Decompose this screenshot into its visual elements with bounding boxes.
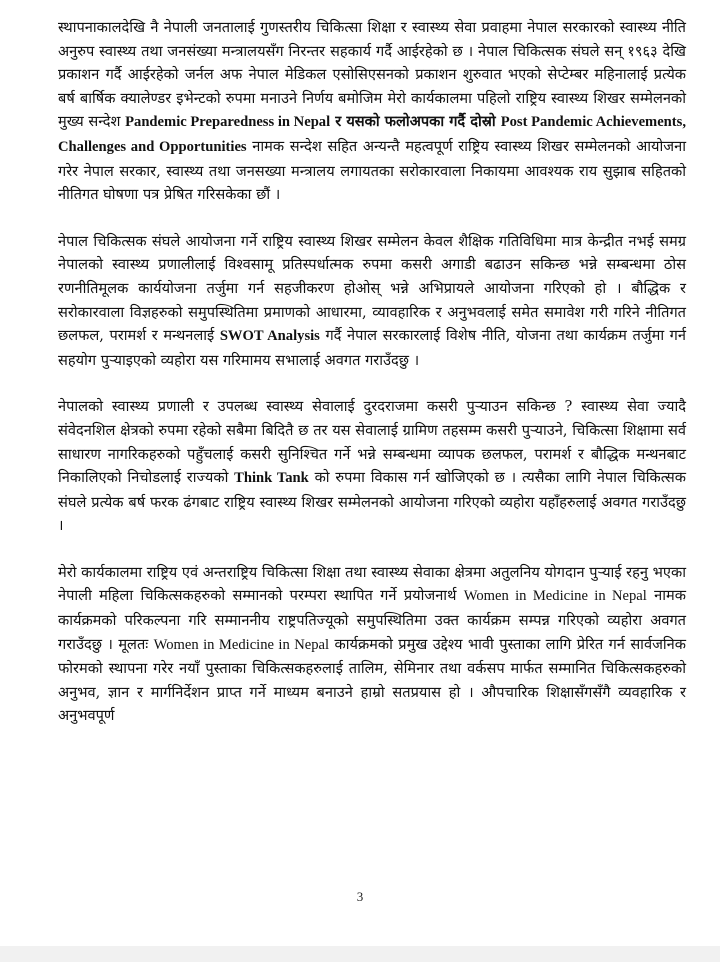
paragraph-4-text-1: मेरो कार्यकालमा राष्ट्रिय एवं अन्तराष्ट्रिय चिकित्सा शिक्षा तथा स्वास्थ्य सेवाका क्षेत्रमा अतुलनिय योगदान पुऱ्याई रहनु भएका नेपाली महिला चिकित्सकहरुको सम्मानको परम्परा स्थापित गर्ने प्रयोजनार्थ	[58, 563, 686, 605]
paragraph-4	[58, 561, 686, 728]
page-number: 3	[356, 889, 364, 904]
paragraph-2-text-1: नेपाल चिकित्सक संघले आयोजना गर्ने राष्ट्रिय स्वास्थ्य शिखर सम्मेलन केवल शैक्षिक गतिविधिमा मात्र केन्द्रीत नभई समग्र नेपालको स्वास्थ्य प्रणालीलाई विश्वसामू प्रतिस्पर्धात्मक रुपमा कसरी अगाडी बढाउन सकिन्छ भन्ने सम्बन्धमा ठोस रणनीतिमूलक कार्ययोजना तर्जुमा गर्न सहजीकरण होओस् भन्ने अभिप्रायले आयोजना गरिएको हो । बौद्धिक र सरोकारवाला विज्ञहरुको समुपस्थितिमा प्रमाणको आधारमा, व्यावहारिक र अनुभवलाई समेत समावेश गरी गरिने नीतिगत छलफल, परामर्श र मन्थनलाई	[58, 232, 686, 345]
followup-phrase: र यसको फलोअपका गर्दै दोस्रो	[330, 113, 501, 131]
paragraph-4-text-3: कार्यक्रमको प्रमुख उद्देश्य भावी पुस्ताका लागि प्रेरित गर्न सार्वजनिक फोरमको स्थापना गरेर नयाँ पुस्ताका चिकित्सकहरुलाई तालिम, सेमिनार तथा वर्कसप मार्फत सम्मानित चिकित्सकहरुको अनुभव, ज्ञान र मार्गनिर्देशन प्राप्त गर्ने माध्यम बनाउने हाम्रो सतप्रयास हो । औपचारिक शिक्षासँगसँगै व्यवहारिक र अनुभवपूर्ण	[58, 635, 686, 725]
women-in-medicine-phrase-1: Women in Medicine in Nepal	[463, 588, 647, 605]
paragraph-3	[58, 395, 686, 538]
swot-analysis-phrase: SWOT Analysis	[219, 328, 320, 345]
paragraph-2-text-2: गर्दै नेपाल सरकारलाई विशेष नीति, योजना तथा कार्यक्रम तर्जुमा गर्न सहयोग पुऱ्याइएको व्यहोरा यस गरिमामय सभालाई अवगत गराउँदछु ।	[58, 327, 687, 369]
paragraph-3-text-2: को रुपमा विकास गर्न खोजिएको छ । त्यसैका लागि नेपाल चिकित्सक संघले प्रत्येक बर्ष फरक ढंगबाट राष्ट्रिय स्वास्थ्य शिखर सम्मेलनको आयोजना गरिएको व्यहोरा यहाँहरुलाई अवगत गराउँदछु ।	[58, 469, 686, 535]
pandemic-preparedness-phrase: Pandemic Preparedness in Nepal	[125, 114, 331, 131]
women-in-medicine-phrase-2: Women in Medicine in Nepal	[153, 636, 330, 653]
think-tank-phrase: Think Tank	[234, 470, 309, 487]
paragraph-1-text-1: स्थापनाकालदेखि नै नेपाली जनतालाई गुणस्तरीय चिकित्सा शिक्षा र स्वास्थ्य सेवा प्रवाहमा नेपाल सरकारको स्वास्थ्य नीति अनुरुप स्वास्थ्य तथा जनसंख्या मन्त्रालयसँग निरन्तर सहकार्य गर्दै आईरहेको छ । नेपाल चिकित्सक संघले सन् १९६३ देखि प्रकाशन गर्दै आईरहेको जर्नल अफ नेपाल मेडिकल एसोसिएसनको प्रकाशन शुरुवात भएको सेप्टेम्बर महिनालाई प्रत्येक बर्ष बार्षिक क्यालेण्डर इभेन्टको रुपमा मनाउने निर्णय बमोजिम मेरो कार्यकालमा पहिलो राष्ट्रिय स्वास्थ्य शिखर सम्मेलनको मुख्य सन्देश	[58, 19, 686, 131]
paragraph-4-text-2: नामक कार्यक्रमको परिकल्पना गरि सम्माननीय राष्ट्रपतिज्यूको समुपस्थितिमा उक्त कार्यक्रम सम्पन्न गरिएको व्यहोरा अवगत गराउँदछु । मूलतः	[58, 587, 686, 653]
paragraph-1	[58, 16, 686, 207]
post-pandemic-phrase: Post Pandemic Achievements, Challenges and Opportunities	[58, 114, 686, 155]
paragraph-2	[58, 230, 686, 373]
document-page	[58, 16, 686, 751]
viewer-bottom-bar	[0, 946, 720, 962]
paragraph-3-text-1: नेपालको स्वास्थ्य प्रणाली र उपलब्ध स्वास्थ्य सेवालाई दुरदराजमा कसरी पुऱ्याउन सकिन्छ ? स्वास्थ्य सेवा ज्यादै संवेदनशिल क्षेत्रको रुपमा रहेको सबैमा बिदितै छ तर यस सेवालाई ग्रामिण तहसम्म कसरी पुऱ्याउने, चिकित्सा शिक्षामा सर्व साधारण नागरिकहरुको पहुँचलाई कसरी सुनिश्चित गर्ने भन्ने सम्बन्धमा व्यापक छलफल, परामर्श र बौद्धिक मन्थनबाट निकालिएको निचोडलाई राज्यको	[58, 398, 686, 487]
paragraph-1-text-2: नामक सन्देश सहित अन्यन्तै महत्वपूर्ण राष्ट्रिय स्वास्थ्य शिखर सम्मेलनको आयोजना गरेर नेपाल सरकार, स्वास्थ्य तथा जनसख्या मन्त्रालय लगायतका सरोकारवाला निकायमा आवश्यक राय सुझाब सहितको नीतिगत घोषणा पत्र प्रेषित गरिसकेका छौं ।	[58, 137, 687, 204]
